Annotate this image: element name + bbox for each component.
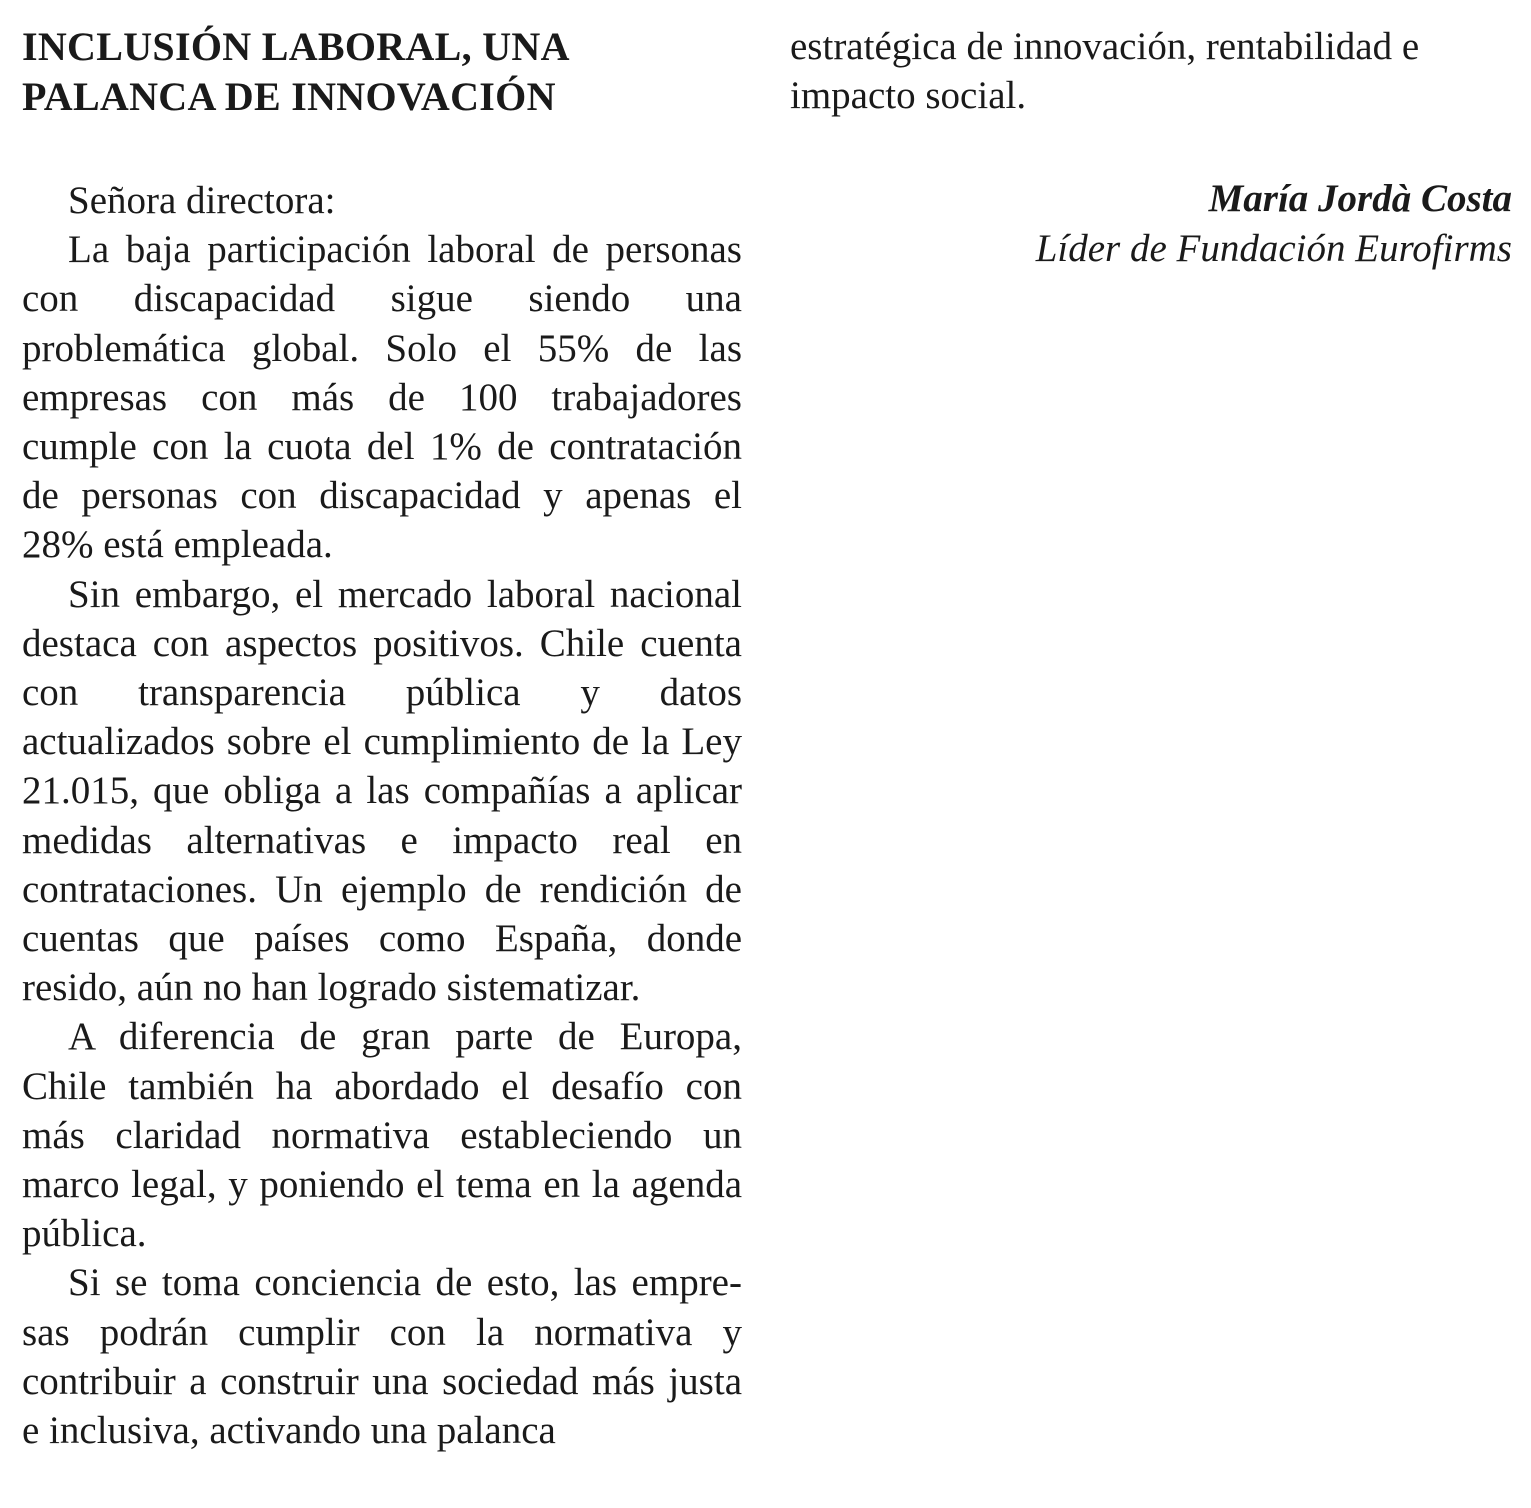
salutation: Señora directora: — [68, 179, 336, 222]
paragraph-3: A diferencia de gran parte de Europa, Chile también ha abordado el desafío con más claridad normativa estableciendo un marco legal, y poniendo el tema en la agenda pública. — [22, 1015, 742, 1256]
author-role: Líder de Fundación Eurofirms — [1035, 226, 1512, 270]
paragraph-4: Si se toma conciencia de esto, las empresas podrán cumplir con la normativa y contribuir a construir una sociedad más justa e inclusiva, activando una palanca — [22, 1261, 742, 1453]
headline — [22, 22, 742, 122]
signature — [790, 174, 1512, 272]
letter-body — [22, 176, 742, 1455]
headline-line-1: INCLUSIÓN LABORAL, UNA — [22, 24, 570, 69]
author-name: María Jordà Costa — [1208, 177, 1512, 221]
paragraph-1: La baja participación laboral de personas con discapacidad sigue siendo una problemática global. Solo el 55% de las empresas con más de 100 trabajadores cumple con la cuota del 1% de contratación de personas con discapacidad y apenas el 28% está empleada. — [22, 228, 742, 567]
left-column — [22, 22, 742, 1455]
right-column — [790, 22, 1512, 273]
paragraph-4-continuation: estratégica de innovación, rentabilidad e impacto social. — [790, 25, 1420, 118]
paragraph-2: Sin embargo, el mercado laboral nacional destaca con aspectos positivos. Chile cuenta con transparencia pública y datos actualizados sobre el cumplimiento de la Ley 21.015, que obliga a las compañías a aplicar medidas alternativas e impacto real en contrataciones. Un ejemplo de rendición de cuentas que países como España, donde resido, aún no han logrado sistematizar. — [22, 572, 742, 1010]
headline-line-2: PALANCA DE INNOVACIÓN — [22, 74, 556, 119]
